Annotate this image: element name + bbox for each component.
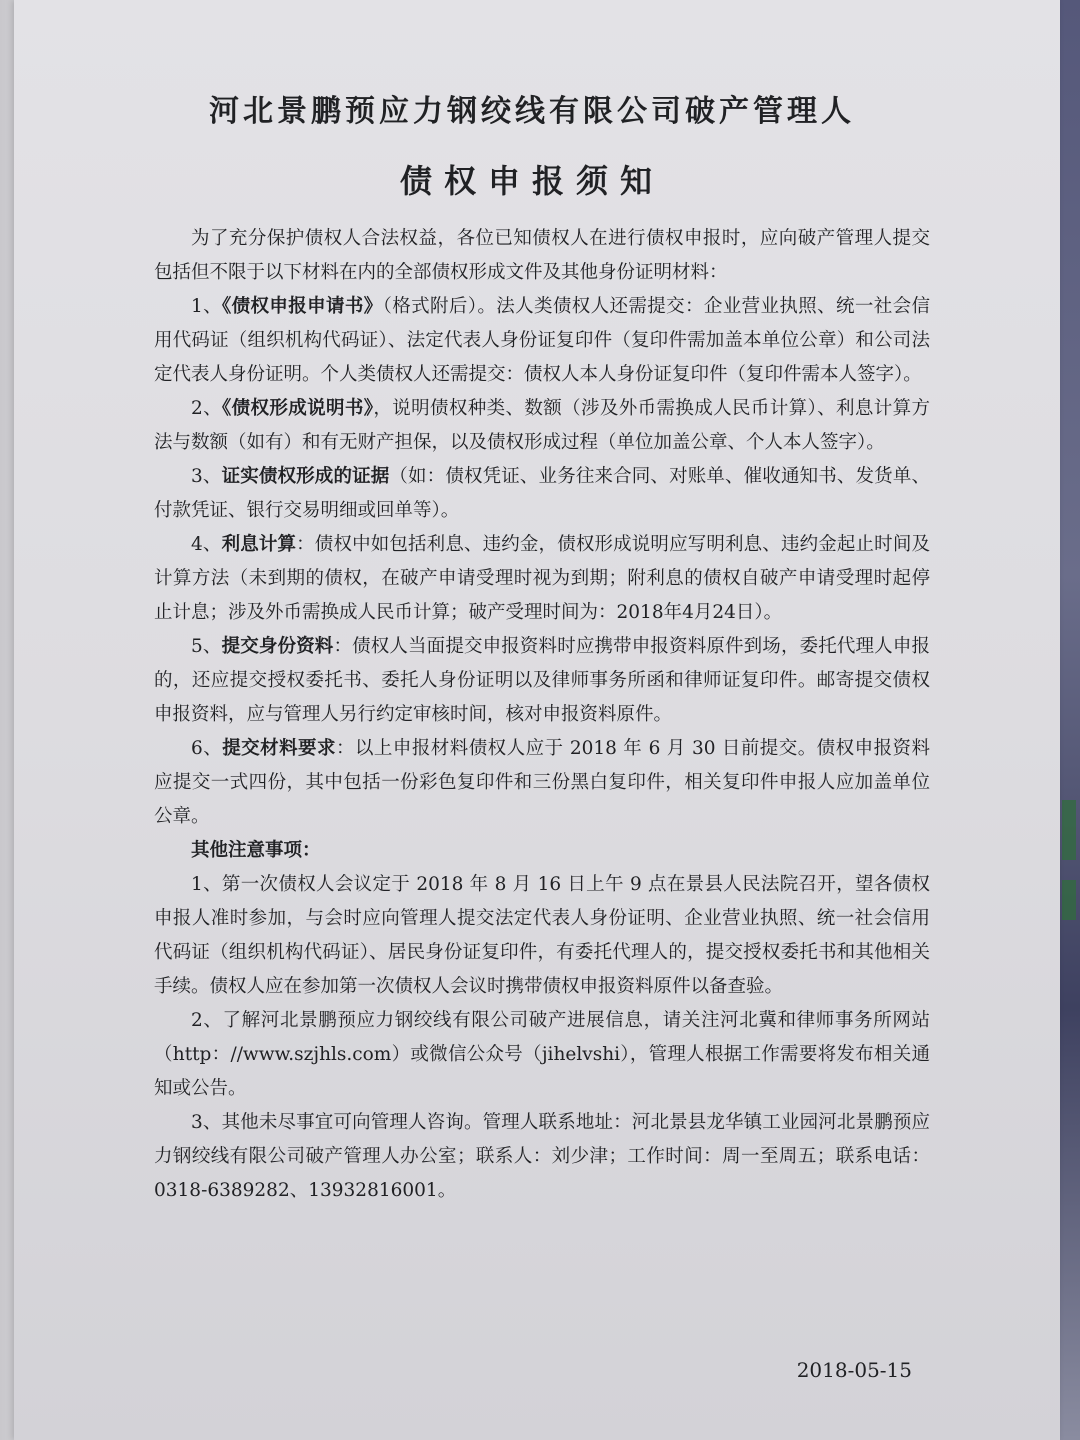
item-paragraph: 5、提交身份资料：债权人当面提交申报资料时应携带申报资料原件到场，委托代理人申报的，还应提交授权委托书、委托人身份证明以及律师事务所函和律师证复印件。邮寄提交债权申报资料，应与管理人另行约定审核时间，核对申报资料原件。 [154,636,930,725]
other-note-paragraph: 2、了解河北景鹏预应力钢绞线有限公司破产进展信息，请关注河北冀和律师事务所网站（http：//www.szjhls.com）或微信公众号（jihelvshi），管理人根据工作需要将发布相关通知或公告。 [154,1010,930,1099]
item-heading: 提交材料要求 [222,738,336,759]
item-text: ：以上申报材料债权人应于 2018 年 6 月 30 日前提交。债权申报资料应提交一式四份，其中包括一份彩色复印件和三份黑白复印件，相关复印件申报人应加盖单位公章。 [154,738,930,827]
document-date: 2018-05-15 [796,1358,912,1382]
item-text: ：债权人当面提交申报资料时应携带申报资料原件到场，委托代理人申报的，还应提交授权委托书、委托人身份证明以及律师事务所函和律师证复印件。邮寄提交债权申报资料，应与管理人另行约定审核时间，核对申报资料原件。 [154,636,930,725]
item-text: （格式附后）。法人类债权人还需提交：企业营业执照、统一社会信用代码证（组织机构代码证）、法定代表人身份证复印件（复印件需加盖本单位公章）和公司法定代表人身份证明。个人类债权人还需提交：债权人本人身份证复印件（复印件需本人签字）。 [154,296,930,385]
background-mark [1062,800,1076,860]
organization-name: 河北景鹏预应力钢绞线有限公司破产管理人 [209,94,855,129]
item-heading: 《债权申报申请书》 [222,296,383,317]
item-heading: 《债权形成说明书》 [222,398,374,419]
item-paragraph: 4、利息计算：债权中如包括利息、违约金，债权形成说明应写明利息、违约金起止时间及计算方法（未到期的债权，在破产申请受理时视为到期；附利息的债权自破产申请受理时起停止计息；涉及外币需换成人民币计算；破产受理时间为：2018年4月24日）。 [154,534,930,623]
paper-sheet [14,0,1060,1440]
other-notes-heading: 其他注意事项： [191,840,321,861]
item-heading: 证实债权形成的证据 [221,466,390,487]
intro-paragraph: 为了充分保护债权人合法权益，各位已知债权人在进行债权申报时，应向破产管理人提交包括但不限于以下材料在内的全部债权形成文件及其他身份证明材料： [154,228,930,283]
other-note-paragraph: 3、其他未尽事宜可向管理人咨询。管理人联系地址：河北景县龙华镇工业园河北景鹏预应力钢绞线有限公司破产管理人办公室；联系人：刘少津；工作时间：周一至周五；联系电话：0318-6389282、13932816001。 [154,1112,930,1201]
item-paragraph: 3、证实债权形成的证据（如：债权凭证、业务往来合同、对账单、催收通知书、发货单、付款凭证、银行交易明细或回单等）。 [154,466,930,521]
document-body [154,222,930,1208]
item-paragraph: 1、《债权申报申请书》（格式附后）。法人类债权人还需提交：企业营业执照、统一社会信用代码证（组织机构代码证）、法定代表人身份证复印件（复印件需加盖本单位公章）和公司法定代表人身份证明。个人类债权人还需提交：债权人本人身份证复印件（复印件需本人签字）。 [154,296,930,385]
item-paragraph: 2、《债权形成说明书》，说明债权种类、数额（涉及外币需换成人民币计算）、利息计算方法与数额（如有）和有无财产担保，以及债权形成过程（单位加盖公章、个人本人签字）。 [154,398,930,453]
document-title: 债权申报须知 [399,162,664,200]
background-edge [1058,0,1080,1440]
other-note-paragraph: 1、第一次债权人会议定于 2018 年 8 月 16 日上午 9 点在景县人民法院召开，望各债权申报人准时参加，与会时应向管理人提交法定代表人身份证明、企业营业执照、统一社会信用代码证（组织机构代码证）、居民身份证复印件，有委托代理人的，提交授权委托书和其他相关手续。债权人应在参加第一次债权人会议时携带债权申报资料原件以备查验。 [154,874,930,997]
item-heading: 利息计算 [221,534,297,555]
item-text: （如：债权凭证、业务往来合同、对账单、催收通知书、发货单、付款凭证、银行交易明细或回单等）。 [154,466,930,521]
background-mark [1062,880,1076,920]
item-heading: 提交身份资料 [221,636,334,657]
item-text: ，说明债权种类、数额（涉及外币需换成人民币计算）、利息计算方法与数额（如有）和有无财产担保，以及债权形成过程（单位加盖公章、个人本人签字）。 [154,398,930,453]
item-paragraph: 6、提交材料要求：以上申报材料债权人应于 2018 年 6 月 30 日前提交。债权申报资料应提交一式四份，其中包括一份彩色复印件和三份黑白复印件，相关复印件申报人应加盖单位公章。 [154,738,930,827]
item-text: ：债权中如包括利息、违约金，债权形成说明应写明利息、违约金起止时间及计算方法（未到期的债权，在破产申请受理时视为到期；附利息的债权自破产申请受理时起停止计息；涉及外币需换成人民币计算；破产受理时间为：2018年4月24日）。 [154,534,930,623]
